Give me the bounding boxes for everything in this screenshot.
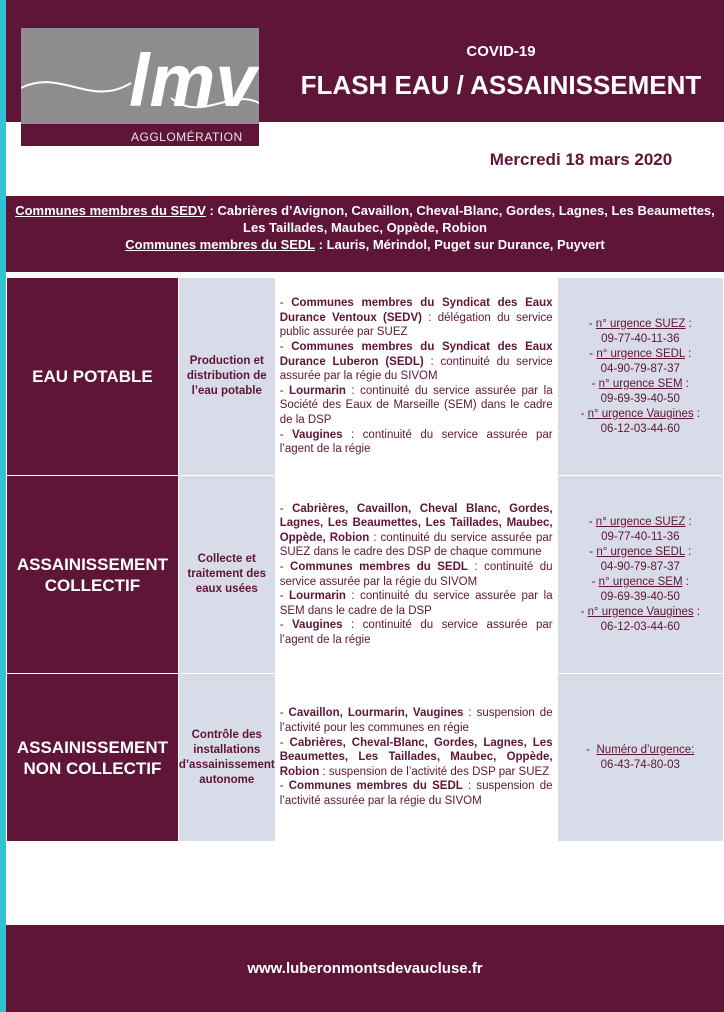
contact-item: - n° urgence Vaugines : 06-12-03-44-60 [580,605,701,633]
table-row [7,278,724,476]
activity-cell: Production et distribution de l’eau potable [178,278,275,476]
detail-item: - Communes membres du Syndicat des Eaux Durance Ventoux (SEDV) : délégation du service public assurée par SUEZ [279,297,553,339]
contact-item: - n° urgence SEM : 09-69-39-40-50 [591,575,689,603]
detail-item: - Cabrières, Cavaillon, Cheval Blanc, Gordes, Lagnes, Les Beaumettes, Les Taillades, Maubec, Oppède, Robion : continuité du service assurée par SUEZ dans le cadre des DSP de chaque commune [279,502,553,559]
sedl-text: : Lauris, Mérindol, Puget sur Durance, Puyvert [315,237,605,252]
detail-item: - Vaugines : continuité du service assurée par l’agent de la régie [279,619,553,646]
sedv-text: : Cabrières d’Avignon, Cavaillon, Cheval-Blanc, Gordes, Lagnes, Les Beaumettes, Les Taillades, Maubec, Oppède, Robion [205,203,715,235]
contact-item: - Numéro d’urgence: 06-43-74-80-03 [586,743,695,771]
detail-item: - Lourmarin : continuité du service assurée par la Société des Eaux de Marseille (SEM) dans le cadre de la DSP [279,384,553,426]
category-cell: ASSAINISSEMENT COLLECTIF [7,476,179,674]
detail-item: - Cavaillon, Lourmarin, Vaugines : suspension de l’activité pour les communes en régie [279,707,553,735]
contact-item: - n° urgence SEDL : 04-90-79-87-37 [589,347,692,375]
sedl-label: Communes membres du SEDL [125,237,316,252]
contact-item: - n° urgence SUEZ : 09-77-40-11-36 [588,515,692,543]
logo-mark [21,28,259,124]
activity-cell: Collecte et traitement des eaux usées [178,476,275,674]
detail-item: - Lourmarin : continuité du service assurée par la SEM dans le cadre de la DSP [279,590,553,617]
logo [21,28,259,146]
detail-item: - Vaugines : continuité du service assurée par l’agent de la régie [279,428,553,456]
svg-text:lmv: lmv [129,39,257,122]
logo-text: AGGLOMÉRATION [131,130,243,144]
date: Mercredi 18 mars 2020 [489,150,673,169]
contacts-cell [557,674,723,842]
contact-item: - n° urgence SUEZ : 09-77-40-11-36 [588,317,692,345]
details-cell [275,476,557,674]
members-banner [6,196,724,272]
contacts-cell [557,278,723,476]
details-cell [275,278,557,476]
info-table [6,277,724,842]
table-row [7,674,724,842]
sedv-label: Communes membres du SEDV [15,203,206,218]
contact-item: - n° urgence SEDL : 04-90-79-87-37 [589,545,692,573]
activity-cell: Contrôle des installations d’assainissement autonome [178,674,275,842]
detail-item: - Communes membres du SEDL : suspension de l’activité assurée par la régie du SIVOM [279,780,553,807]
detail-item: - Cabrières, Cheval-Blanc, Gordes, Lagnes, Les Beaumettes, Les Taillades, Maubec, Oppède, Robion : suspension de l’activité des DSP par SUEZ [279,736,553,778]
footer [6,925,724,1012]
header-title: FLASH EAU / ASSAINISSEMENT [300,70,702,100]
contacts-cell [557,476,723,674]
header-subtitle: COVID-19 [466,43,536,60]
contact-item: - n° urgence Vaugines : 06-12-03-44-60 [580,407,701,435]
contact-item: - n° urgence SEM : 09-69-39-40-50 [591,377,689,405]
detail-item: - Communes membres du SEDL : continuité du service assurée par la régie du SIVOM [279,560,553,588]
header [6,0,724,144]
detail-item: - Communes membres du Syndicat des Eaux Durance Luberon (SEDL) : continuité du service assurée par la régie du SIVOM [279,341,553,383]
footer-url[interactable]: www.luberonmontsdevaucluse.fr [247,960,483,977]
details-cell [275,674,557,842]
logo-band [21,124,259,146]
table-row [7,476,724,674]
page [6,0,724,1012]
category-cell: EAU POTABLE [7,278,179,476]
category-cell: ASSAINISSEMENT NON COLLECTIF [7,674,179,842]
